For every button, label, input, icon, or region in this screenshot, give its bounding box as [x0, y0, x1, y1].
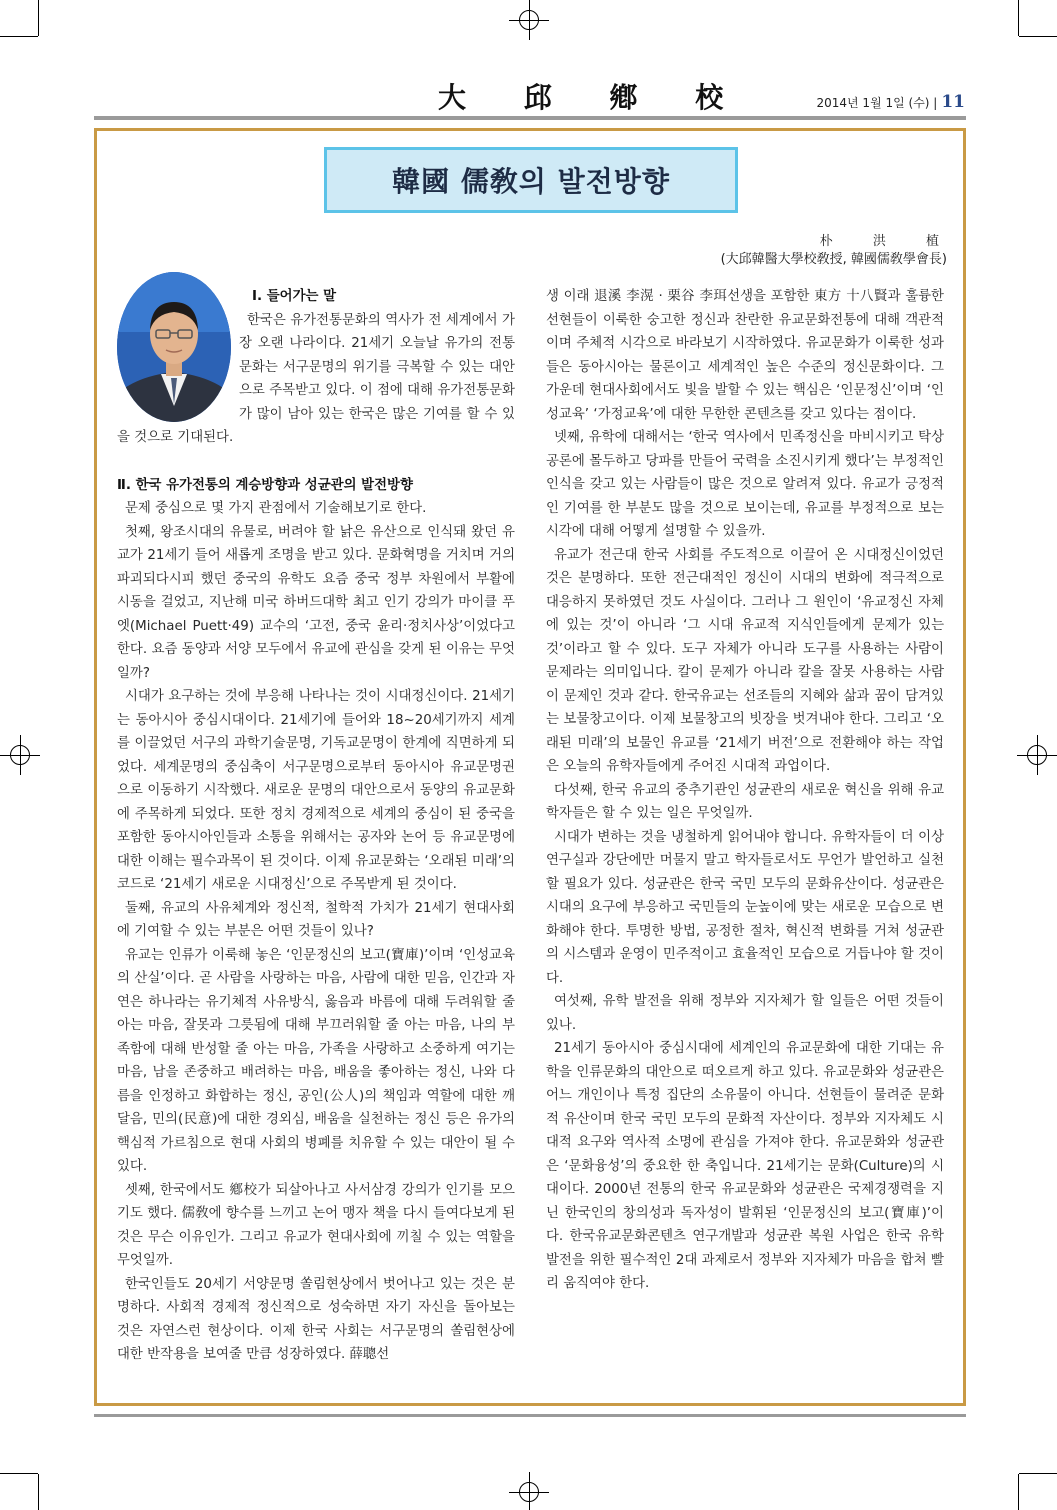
paragraph: 시대가 변하는 것을 냉철하게 읽어내야 합니다. 유학자들이 더 이상 연구실과 강단에만 머물지 말고 학자들로서도 무언가 발언하고 실천할 필요가 있다. 성균관은 한국 국민 모두의 문화유산이다. 성균관은 시대의 요구에 부응하고 국민들의 눈높이에 맞는 새로운 모습으로 변화해야 한다. 투명한 방법, 공정한 절차, 혁신적 변화를 거쳐 성균관의 시스템과 운영이 민주적이고 효율적인 모습으로 거듭나야 할 것이다. [546, 829, 944, 986]
footer-divider [94, 1414, 966, 1417]
paragraph: 첫째, 왕조시대의 유물로, 버려야 할 낡은 유산으로 인식돼 왔던 유교가 21세기 들어 새롭게 조명을 받고 있다. 문화혁명을 거치며 거의 파괴되다시피 했던 중국의 유학도 요즘 중국 정부 차원에서 부활에 시동을 걸었고, 지난해 미국 하버드대학 최고 인기 강의가 마이클 푸엣(Michael Puett·49) 교수의 ‘고전, 중국 윤리·정치사상’이었다고 한다. 요즘 동양과 서양 모두에서 유교에 관심을 갖게 된 이유는 무엇일까? [117, 524, 515, 681]
registration-mark-bottom [509, 1472, 549, 1510]
crop-mark [0, 1473, 38, 1474]
article-column-left [117, 285, 515, 1367]
section-heading-intro: Ⅰ. 들어가는 말 [252, 289, 337, 304]
paragraph: 유교가 전근대 한국 사회를 주도적으로 이끌어 온 시대정신이었던 것은 분명하다. 또한 전근대적인 정신이 시대의 변화에 적극적으로 대응하지 못하였던 것도 사실이다. 그러나 그 원인이 ‘유교정신 자체에 있는 것’이 아니라 ‘그 시대 유교적 지식인들에게 문제가 있는 것’이라고 할 수 있다. 도구 자체가 아니라 도구를 사용하는 사람이 문제라는 의미입니다. 칼이 문제가 아니라 칼을 잘못 사용하는 사람이 문제인 것과 같다. 한국유교는 선조들의 지혜와 삶과 꿈이 담겨있는 보물창고이다. 이제 보물창고의 빗장을 벗겨내야 한다. 그리고 ‘오래된 미래’의 보물인 유교를 ‘21세기 버전’으로 전환해야 하는 작업은 오늘의 유학자들에게 주어진 시대적 과업이다. [546, 547, 944, 774]
author-name: 朴 洪 植 [819, 234, 957, 249]
registration-mark-right [1017, 735, 1057, 775]
page-number: 11 [941, 92, 965, 112]
paragraph: 여섯째, 유학 발전을 위해 정부와 지자체가 할 일들은 어떤 것들이 있나. [546, 994, 944, 1033]
article-title: 韓國 儒敎의 발전방향 [392, 165, 670, 198]
crop-mark [38, 0, 39, 36]
crop-mark [38, 1474, 39, 1510]
paragraph: 셋째, 한국에서도 鄕校가 되살아나고 사서삼경 강의가 인기를 모으기도 했다. 儒敎에 향수를 느끼고 논어 맹자 책을 다시 들여다보게 된 것은 무슨 이유인가. 그리고 유교가 현대사회에 끼칠 수 있는 역할을 무엇일까. [117, 1182, 515, 1268]
section-heading-main: Ⅱ. 한국 유가전통의 계승방향과 성균관의 발전방향 [117, 477, 413, 493]
paragraph: 생 이래 退溪 李滉 · 栗谷 李珥선생을 포함한 東方 十八賢과 훌륭한 선현들이 이룩한 숭고한 정신과 찬란한 유교문화전통에 대해 객관적이며 주체적 시각으로 바라보기 시작하였다. 유교문화가 이룩한 성과들은 동아시아는 물론이고 세계적인 높은 수준의 정신문화이다. 그 가운데 현대사회에서도 빛을 발할 수 있는 핵심은 ‘인문정신’이며 ‘인성교육’ ‘가정교육’에 대한 무한한 콘텐츠를 갖고 있다는 점이다. [546, 289, 944, 422]
paragraph: 넷째, 유학에 대해서는 ‘한국 역사에서 민족정신을 마비시키고 탁상공론에 몰두하고 당파를 만들어 국력을 소진시키게 했다’는 부정적인 인식을 갖고 있는 사람들이 많은 것으로 알려져 있다. 유교가 긍정적인 기여를 한 부분도 많을 것으로 보이는데, 유교를 부정적으로 보는 시각에 대해 어떻게 설명할 수 있을까. [546, 430, 944, 539]
registration-mark-top [509, 0, 549, 40]
photo-wrap-space [117, 285, 239, 425]
paragraph: 21세기 동아시아 중심시대에 세계인의 유교문화에 대한 기대는 유학을 인류문화의 대안으로 떠오르게 하고 있다. 유교문화와 성균관은 어느 개인이나 특정 집단의 소유물이 아니다. 선현들이 물려준 문화적 유산이며 한국 국민 모두의 문화적 자산이다. 정부와 지자체도 시대적 요구와 역사적 소명에 관심을 가져야 한다. 유교문화와 성균관은 ‘문화융성’의 중요한 한 축입니다. 21세기는 문화(Culture)의 시대이다. 2000년 전통의 한국 유교문화와 성균관은 국제경쟁력을 지닌 한국인의 창의성과 독자성이 발휘된 ‘인문정신의 보고(寶庫)’이다. 한국유교문화콘텐츠 연구개발과 성균관 복원 사업은 한국 유학 발전을 위한 필수적인 2대 과제로서 정부와 지자체가 마음을 합쳐 빨리 움직여야 한다. [546, 1041, 944, 1291]
article-column-right [546, 285, 944, 1296]
issue-date-text: 2014년 1월 1일 (수) | [816, 96, 938, 110]
paragraph: 문제 중심으로 몇 가지 관점에서 기술해보기로 한다. [125, 501, 427, 516]
crop-mark [1018, 0, 1019, 36]
paragraph: 다섯째, 한국 유교의 중추기관인 성균관의 새로운 혁신을 위해 유교학자들은 할 수 있는 일은 무엇일까. [546, 782, 944, 821]
newspaper-masthead: 大 邱 鄕 校 [438, 81, 748, 114]
crop-mark [1019, 36, 1057, 37]
paragraph: 유교는 인류가 이룩해 놓은 ‘인문정신의 보고(寶庫)’이며 ‘인성교육의 산실’이다. 곧 사람을 사랑하는 마음, 사람에 대한 믿음, 인간과 자연은 하나라는 유기체적 사유방식, 옳음과 바름에 대해 두려워할 줄 아는 마음, 잘못과 그릇됨에 대해 부끄러워할 줄 아는 마음, 나의 부족함에 대해 반성할 줄 아는 마음, 가족을 사랑하고 소중하게 여기는 마음, 남을 존중하고 배려하는 마음, 배움을 좋아하는 정신, 나와 다름을 인정하고 화합하는 정신, 공인(公人)의 책임과 역할에 대한 깨달음, 민의(民意)에 대한 경외심, 배움을 실천하는 정신 등은 유가의 핵심적 가르침으로 현대 사회의 병폐를 치유할 수 있는 대안이 될 수 있다. [117, 947, 515, 1174]
author-byline [720, 233, 957, 269]
header-divider [94, 116, 966, 120]
issue-date [816, 92, 965, 112]
paragraph: 둘째, 유교의 사유체계와 정신적, 철학적 가치가 21세기 현대사회에 기여할 수 있는 부분은 어떤 것들이 있나? [117, 900, 515, 939]
paragraph: 한국은 유가전통문화의 역사가 전 세계에서 가장 오랜 나라이다. 21세기 오늘날 유가의 전통문화는 서구문명의 위기를 극복할 수 있는 대안으로 주목받고 있다. 이 점에 대해 유가전통문화가 많이 남아 있는 한국은 많은 기여를 할 수 있을 것으로 기대된다. [117, 312, 515, 445]
paragraph: 한국인들도 20세기 서양문명 쏠림현상에서 벗어나고 있는 것은 분명하다. 사회적 경제적 정신적으로 성숙하면 자기 자신을 돌아보는 것은 자연스런 현상이다. 이제 한국 사회는 서구문명의 쏠림현상에 대한 반작용을 보여줄 만큼 성장하였다. 薛聰선 [117, 1276, 515, 1362]
crop-mark [0, 36, 38, 37]
author-affiliation: (大邱韓醫大學校敎授, 韓國儒敎學會長) [720, 252, 947, 267]
crop-mark [1019, 1473, 1057, 1474]
paragraph: 시대가 요구하는 것에 부응해 나타나는 것이 시대정신이다. 21세기는 동아시아 중심시대이다. 21세기에 들어와 18~20세기까지 세계를 이끌었던 서구의 과학기술문명, 기독교문명이 한계에 직면하게 되었다. 세계문명의 중심축이 서구문명으로부터 동아시아 유교문명권으로 이동하기 시작했다. 새로운 문명의 대안으로서 동양의 유교문화에 주목하게 되었다. 또한 정치 경제적으로 세계의 중심이 된 중국을 포함한 동아시아인들과 소통을 위해서는 공자와 논어 등 유교문명에 대한 이해는 필수과목이 된 것이다. 이제 유교문화는 ‘오래된 미래’의 코드로 ‘21세기 새로운 시대정신’으로 주목받게 된 것이다. [117, 689, 515, 892]
registration-mark-left [0, 735, 40, 775]
article-title-box [324, 147, 738, 213]
crop-mark [1018, 1474, 1019, 1510]
